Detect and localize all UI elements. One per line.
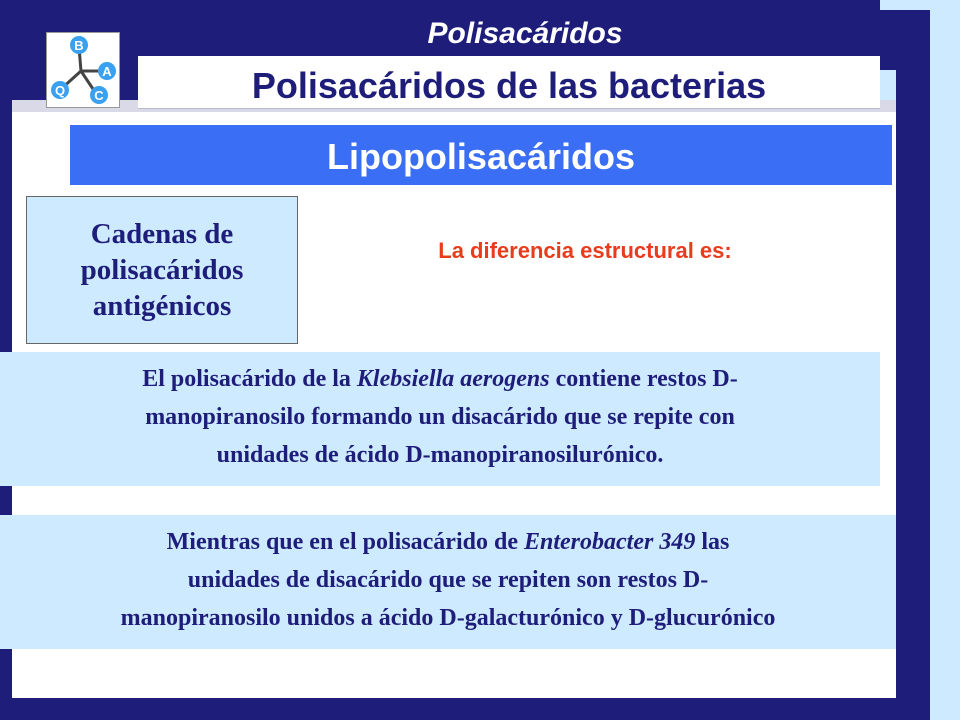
logo-atom-a — [98, 62, 116, 80]
frame-bottom — [0, 698, 910, 720]
enterobacter-line-1-end: las — [695, 529, 730, 555]
enterobacter-paragraph — [0, 515, 896, 649]
klebsiella-line-3: unidades de ácido D-manopiranosilurónico. — [216, 442, 664, 468]
logo-atom-b — [70, 36, 88, 54]
logo-atom-c — [90, 86, 108, 104]
frame-right — [896, 60, 930, 720]
svg-text:B: B — [74, 38, 84, 53]
svg-text:Q: Q — [54, 83, 66, 98]
antigen-line-3: antigénicos — [92, 290, 232, 322]
klebsiella-line-1 — [0, 360, 880, 398]
molecule-logo — [46, 32, 120, 108]
klebsiella-line-1-end: contiene restos D- — [549, 366, 738, 392]
molecule-logo-icon — [47, 33, 119, 107]
antigen-line-1: Cadenas de — [90, 218, 234, 250]
enterobacter-line-2: unidades de disacárido que se repiten son restos D- — [187, 567, 709, 593]
difference-label: La diferencia estructural es: — [438, 238, 732, 263]
svg-text:A: A — [102, 64, 112, 79]
subtitle-box — [138, 56, 880, 109]
enterobacter-species: Enterobacter 349 — [523, 529, 696, 555]
logo-atom-q — [51, 81, 69, 99]
top-title: Polisacáridos — [427, 17, 623, 50]
section-title: Lipopolisacáridos — [70, 125, 892, 185]
svg-text:C: C — [94, 88, 104, 103]
antigen-line-2: polisacáridos — [80, 254, 244, 286]
klebsiella-line-2: manopiranosilo formando un disacárido que se repite con — [145, 404, 735, 430]
klebsiella-line-1-start: El polisacárido de la — [142, 366, 357, 392]
antigen-box — [26, 196, 298, 344]
klebsiella-paragraph — [0, 352, 880, 486]
enterobacter-line-1 — [0, 523, 896, 561]
subtitle: Polisacáridos de las bacterias — [251, 65, 767, 106]
klebsiella-species: Klebsiella aerogens — [356, 366, 550, 392]
enterobacter-line-3: manopiranosilo unidos a ácido D-galacturónico y D-glucurónico — [120, 605, 776, 631]
enterobacter-line-1-start: Mientras que en el polisacárido de — [166, 529, 524, 555]
